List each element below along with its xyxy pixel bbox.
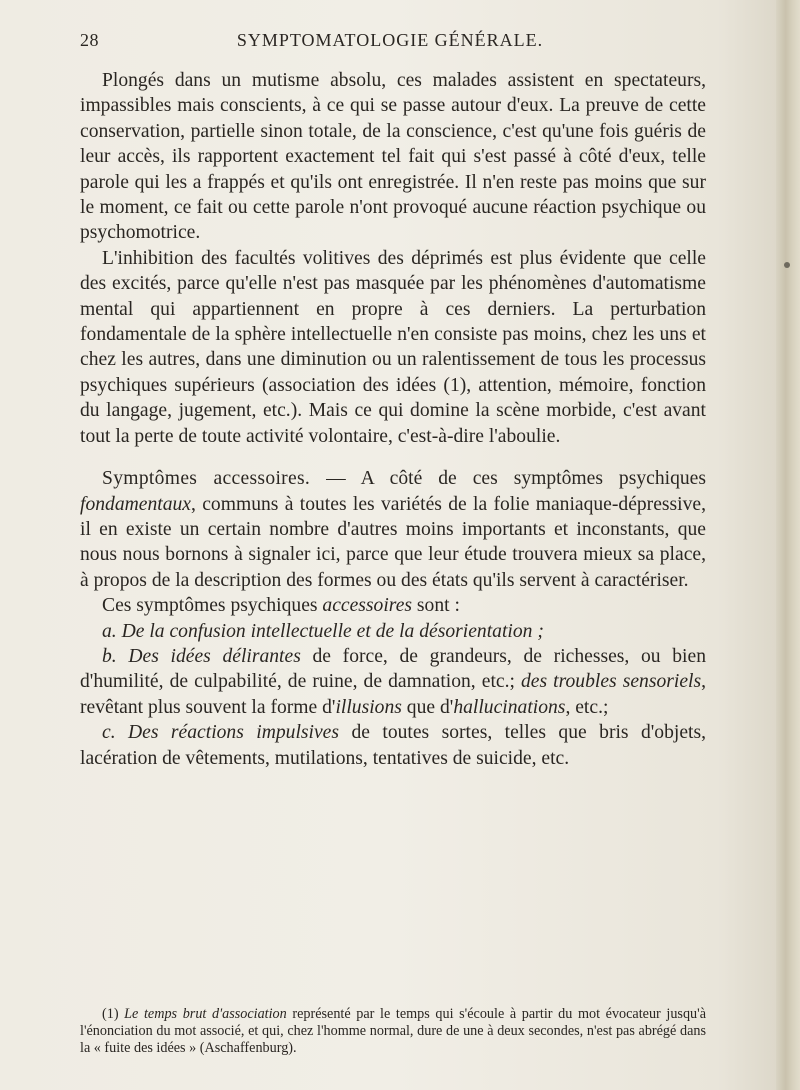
italic-term: a. De la confusion intellectuelle et de la désorientation ; xyxy=(102,620,544,642)
footnote-marker: (1) xyxy=(102,1006,125,1022)
paragraph-gap xyxy=(80,449,706,466)
footnote-1 xyxy=(80,1006,706,1056)
page-edge xyxy=(776,0,800,1090)
italic-term: illusions xyxy=(335,696,402,718)
text-run: — A côté de ces symptômes psychiques xyxy=(310,468,706,490)
paragraph-accessory-symptoms xyxy=(80,466,706,593)
text-run: , etc.; xyxy=(565,696,609,718)
italic-term: hallucinations xyxy=(453,696,566,718)
paragraph-mutism: Plongés dans un mutisme absolu, ces malades assistent en spectateurs, impassibles mais conscients, à ce qui se passe autour d'eux. La preuve de cette conservation, partielle sinon totale, de la conscience, c'est qu'une fois guéris de leur accès, ils rapportent exactement tel fait qui s'est passé à côté d'eux, telle parole qui les a frappés et qu'ils ont enregistrée. Il n'en reste pas moins que sur le moment, ce fait ou cette parole n'ont provoqué aucune réaction psychique ou psychomotrice. xyxy=(80,70,706,244)
paragraph-inhibition: L'inhibition des facultés volitives des déprimés est plus évidente que celle des excités, parce qu'elle n'est pas masquée par les phénomènes d'automatisme mental qui appartiennent en propre à ces derniers. La perturbation fondamentale de la sphère intellectuelle n'en consiste pas moins, chez les uns et chez les autres, dans une diminution ou un ralentissement de tous les processus psychiques supérieurs (association des idées (1), attention, mémoire, fonction du langage, jugement, etc.). Mais ce qui domine la scène morbide, c'est avant tout la perte de toute activité volontaire, c'est-à-dire l'aboulie. xyxy=(80,247,706,447)
italic-term: Le temps brut d'association xyxy=(124,1006,287,1022)
italic-term: des troubles sensoriels xyxy=(520,671,702,693)
text-run: Ces symptômes psychiques xyxy=(102,595,323,617)
running-title: SYMPTOMATOLOGIE GÉNÉRALE. xyxy=(236,30,544,50)
page-header xyxy=(80,30,700,54)
text-run: sont : xyxy=(412,595,460,617)
paragraph-list-intro xyxy=(80,593,706,618)
text-run: représenté par le temps qui s'écoule à partir du mot évocateur jusqu'à l'énonciation du mot associé, et qui, chez l'homme normal, dure de une à deux secondes, n'est pas abrégé dans la « fuite des idées » (Aschaffenburg). xyxy=(80,1006,706,1056)
section-heading: Symptômes accessoires. xyxy=(102,468,311,490)
page-number: 28 xyxy=(80,30,99,50)
italic-term: fondamentaux xyxy=(80,493,192,515)
text-run: , communs à toutes les variétés de la folie maniaque-dépressive, il en existe un certain nombre d'autres moins importants et inconstants, que nous nous bornons à signaler ici, parce que leur étude trouvera mieux sa place, à propos de la description des formes ou des états qu'ils servent à caractériser. xyxy=(80,493,706,591)
footnotes xyxy=(80,1006,706,1056)
margin-mark xyxy=(784,262,790,268)
list-item-b xyxy=(80,644,706,720)
text-run: que d' xyxy=(401,696,454,718)
text-run: , revêtant plus souvent la forme d' xyxy=(80,671,706,718)
list-item-c xyxy=(80,720,706,771)
text-run: de toutes sortes, telles que bris d'objets, lacération de vêtements, mutilations, tentatives de suicide, etc. xyxy=(80,722,707,769)
italic-term: b. Des idées délirantes xyxy=(102,645,301,667)
list-item-a xyxy=(80,619,706,644)
text-run: de force, de grandeurs, de richesses, ou bien d'humilité, de culpabilité, de ruine, de damnation, etc.; xyxy=(80,645,706,693)
body-text xyxy=(80,68,706,771)
italic-term: c. Des réactions impulsives xyxy=(102,722,340,744)
italic-term: accessoires xyxy=(322,595,413,617)
